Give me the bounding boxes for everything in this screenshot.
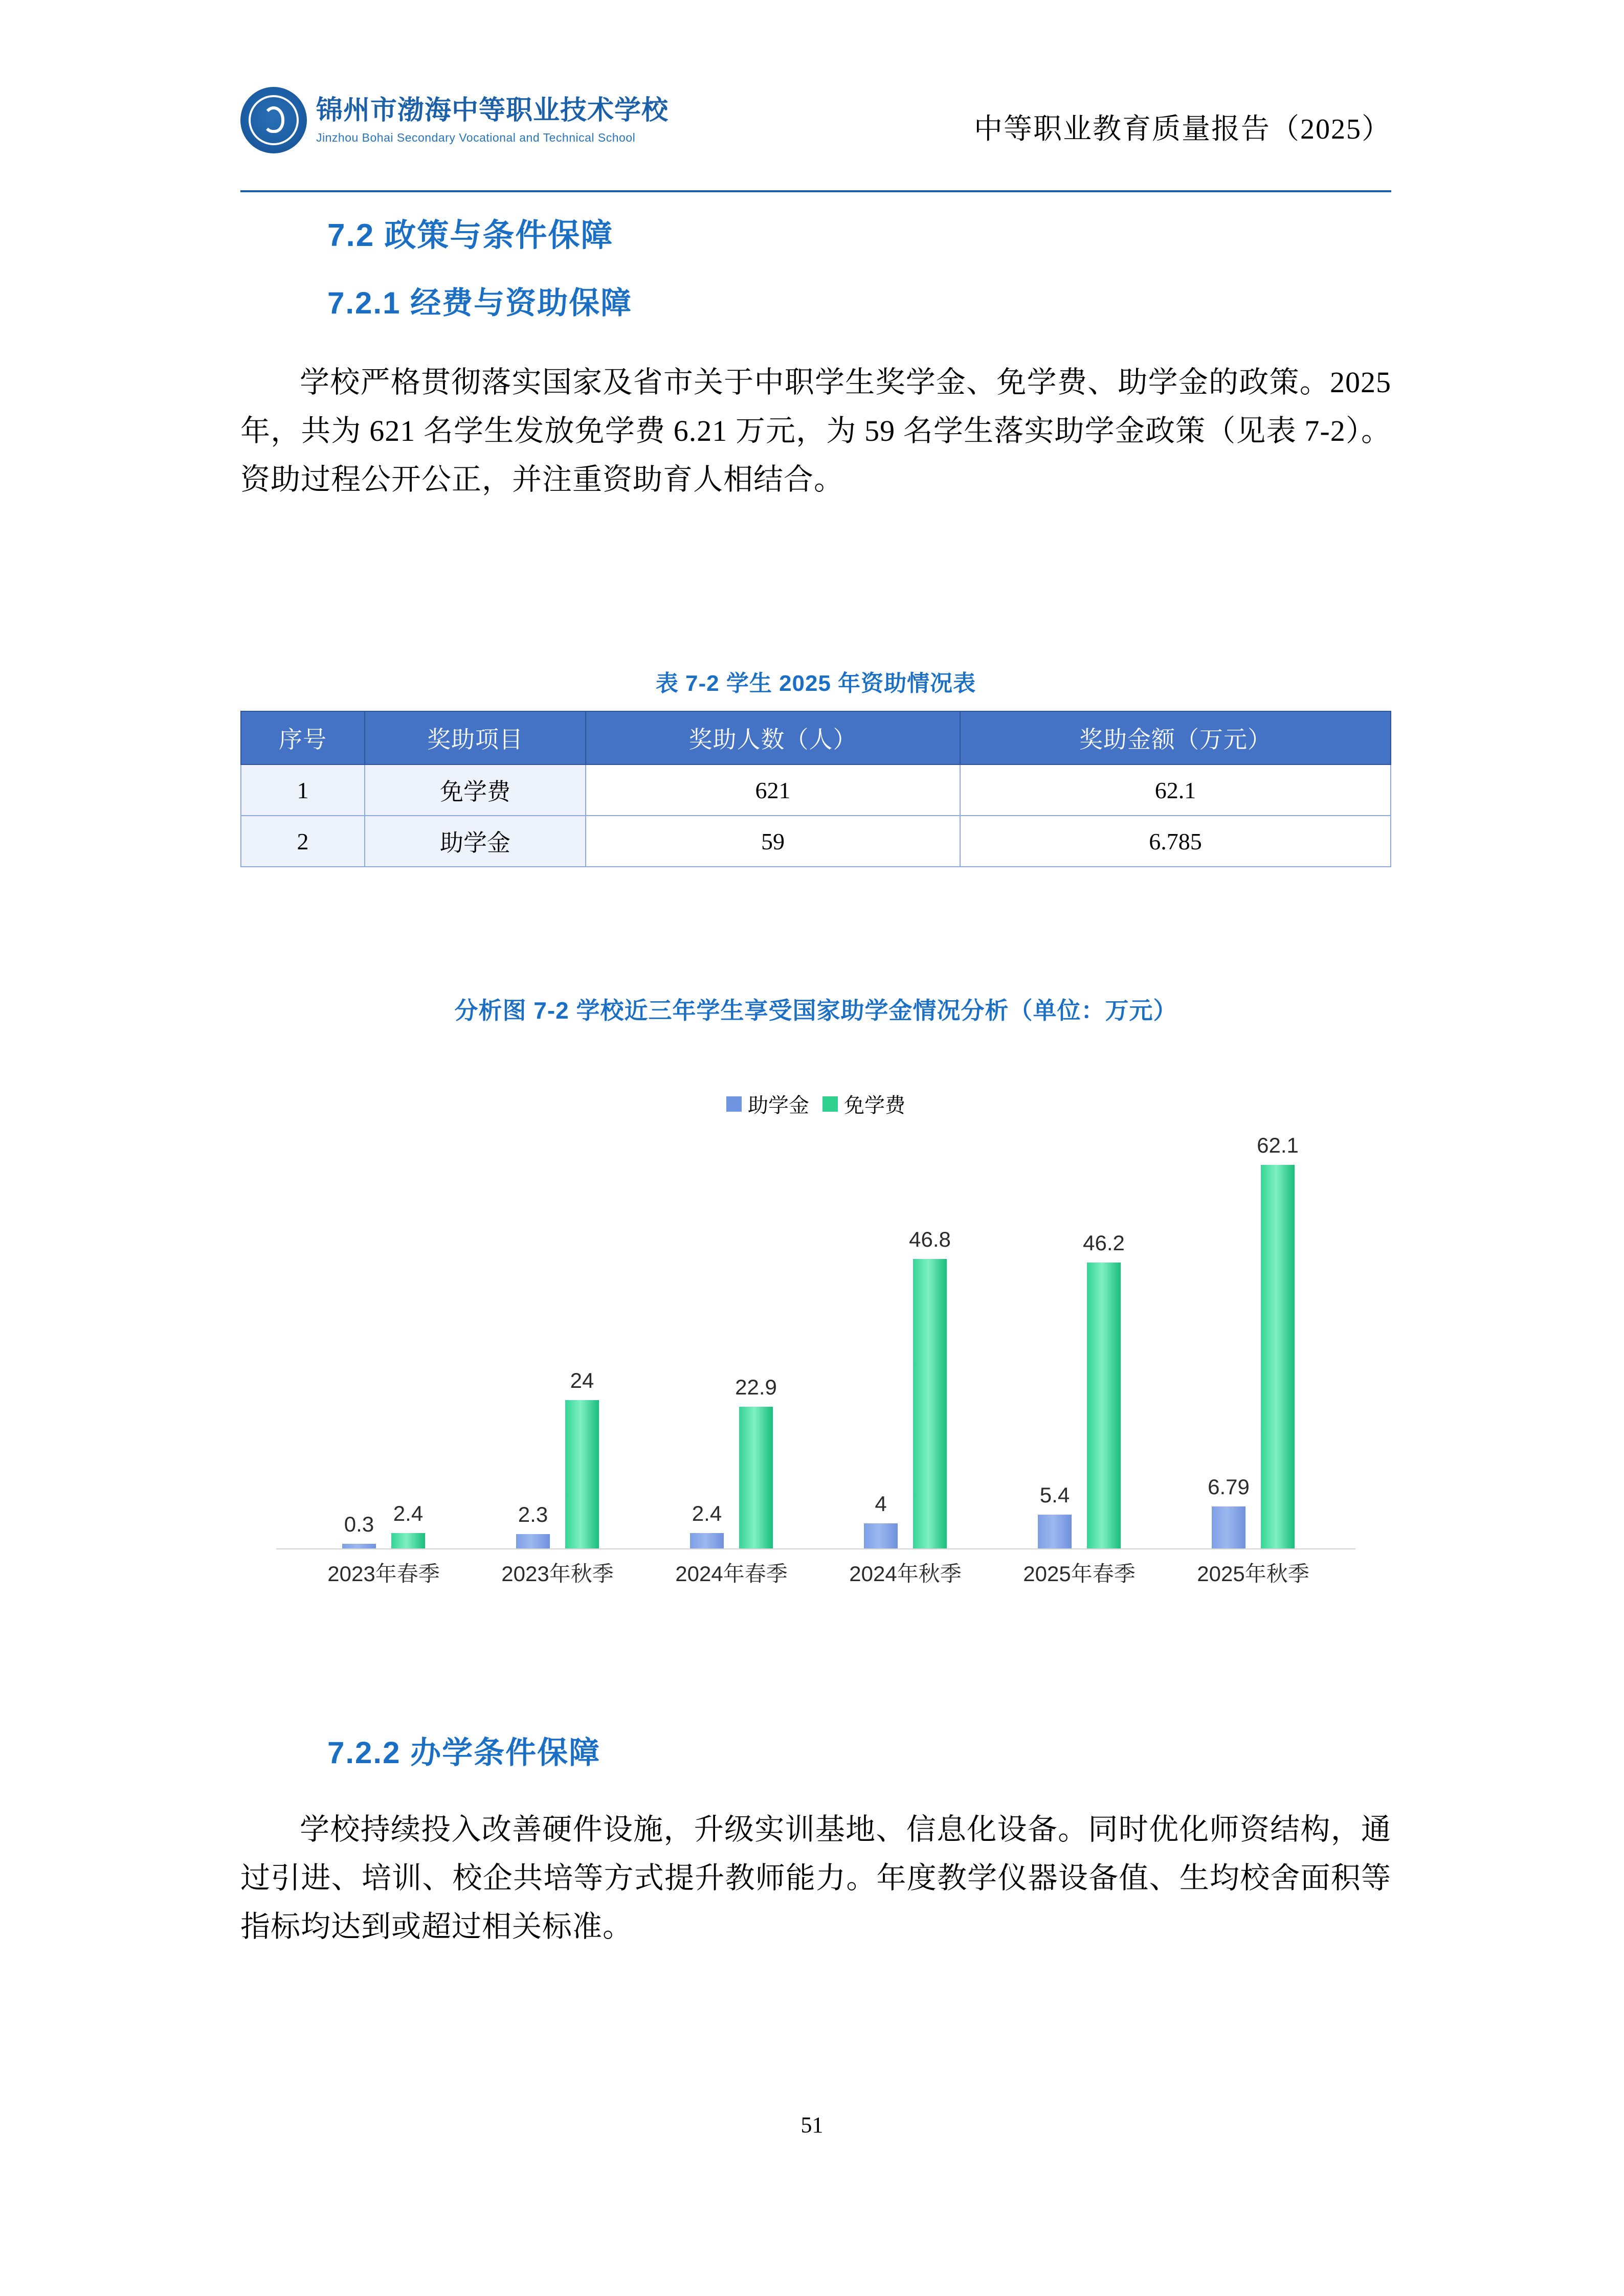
x-tick-label: 2024年春季 bbox=[675, 1562, 788, 1586]
cell-count: 621 bbox=[586, 764, 960, 816]
cell-amount: 62.1 bbox=[960, 764, 1391, 816]
table-caption: 表 7-2 学生 2025 年资助情况表 bbox=[655, 671, 976, 696]
bar-group bbox=[471, 1139, 644, 1548]
bar-value-label: 2.4 bbox=[393, 1501, 424, 1525]
header-divider bbox=[240, 190, 1391, 192]
bar-group bbox=[992, 1139, 1166, 1548]
bar-group bbox=[644, 1139, 818, 1548]
bar-tuition bbox=[735, 1375, 777, 1548]
cell-count: 59 bbox=[586, 816, 960, 867]
bar-chart bbox=[240, 1053, 1391, 1662]
bar-value-label: 22.9 bbox=[735, 1375, 777, 1399]
bar-value-label: 4 bbox=[875, 1492, 887, 1516]
school-logo bbox=[240, 87, 669, 153]
x-tick-label: 2025年春季 bbox=[1023, 1562, 1136, 1586]
page-number: 51 bbox=[800, 2112, 824, 2137]
x-tick-label: 2023年春季 bbox=[327, 1562, 440, 1586]
page-header bbox=[240, 87, 1391, 189]
table-col-index: 序号 bbox=[241, 711, 365, 764]
x-tick-label: 2025年秋季 bbox=[1197, 1562, 1309, 1586]
legend-label-grant: 助学金 bbox=[748, 1094, 809, 1117]
bar-tuition bbox=[391, 1501, 425, 1548]
table-header-row bbox=[241, 711, 1391, 764]
bar-tuition bbox=[565, 1368, 599, 1548]
cell-item: 助学金 bbox=[365, 816, 586, 867]
bar-grant bbox=[342, 1512, 376, 1548]
bar-tuition bbox=[1257, 1133, 1299, 1548]
cell-index: 2 bbox=[241, 816, 365, 867]
bar-group bbox=[1166, 1133, 1340, 1548]
cell-index: 1 bbox=[241, 764, 365, 816]
chart-legend bbox=[240, 1089, 1391, 1118]
table-col-item: 奖助项目 bbox=[365, 711, 586, 764]
bar-group bbox=[818, 1139, 992, 1548]
cell-item: 免学费 bbox=[365, 764, 586, 816]
school-name-en: Jinzhou Bohai Secondary Vocational and Technical School bbox=[316, 131, 636, 145]
legend-label-tuition: 免学费 bbox=[844, 1094, 905, 1117]
paragraph-funding: 学校严格贯彻落实国家及省市关于中职学生奖学金、免学费、助学金的政策。2025 年，共为 621 名学生发放免学费 6.21 万元，为 59 名学生落实助学金政策（见表 7-2）。资助过程公开公正，并注重资助育人相结合。 bbox=[240, 366, 1391, 496]
bar-tuition bbox=[1083, 1231, 1125, 1548]
x-tick-label: 2023年秋季 bbox=[501, 1562, 614, 1586]
bar-group bbox=[297, 1139, 471, 1548]
bar-value-label: 62.1 bbox=[1257, 1133, 1299, 1157]
bar-value-label: 6.79 bbox=[1208, 1475, 1250, 1499]
bar-grant bbox=[864, 1492, 898, 1548]
chart-plot-area bbox=[240, 1130, 1391, 1616]
chart-caption: 分析图 7-2 学校近三年学生享受国家助学金情况分析（单位：万元） bbox=[454, 997, 1177, 1024]
bar-grant bbox=[1208, 1475, 1250, 1548]
table-row bbox=[241, 816, 1391, 867]
table-row bbox=[241, 764, 1391, 816]
bar-value-label: 46.8 bbox=[909, 1227, 951, 1251]
x-tick-label: 2024年秋季 bbox=[849, 1562, 962, 1586]
report-title: 中等职业教育质量报告（2025） bbox=[974, 114, 1391, 145]
bar-value-label: 2.4 bbox=[692, 1501, 722, 1525]
bar-grant bbox=[516, 1502, 550, 1548]
table-col-count: 奖助人数（人） bbox=[586, 711, 960, 764]
bar-value-label: 2.3 bbox=[518, 1502, 548, 1526]
legend-swatch-icon bbox=[822, 1096, 838, 1112]
legend-item-tuition bbox=[822, 1089, 905, 1118]
school-emblem-icon bbox=[240, 87, 307, 153]
table-col-amount: 奖助金额（万元） bbox=[960, 711, 1391, 764]
bar-value-label: 24 bbox=[570, 1368, 594, 1392]
bar-value-label: 5.4 bbox=[1039, 1483, 1070, 1507]
cell-amount: 6.785 bbox=[960, 816, 1391, 867]
chart-x-axis bbox=[276, 1548, 1355, 1549]
bar-grant bbox=[1038, 1483, 1072, 1548]
bar-value-label: 0.3 bbox=[344, 1512, 374, 1536]
school-name-cn: 锦州市渤海中等职业技术学校 bbox=[316, 95, 669, 125]
section-heading-7-2-1: 7.2.1 经费与资助保障 bbox=[327, 286, 633, 320]
bar-tuition bbox=[909, 1227, 951, 1548]
bar-value-label: 46.2 bbox=[1083, 1231, 1125, 1255]
aid-table bbox=[240, 711, 1391, 867]
paragraph-conditions: 学校持续投入改善硬件设施，升级实训基地、信息化设备。同时优化师资结构，通过引进、培训、校企共培等方式提升教师能力。年度教学仪器设备值、生均校舍面积等指标均达到或超过相关标准。 bbox=[240, 1813, 1391, 1943]
section-heading-7-2: 7.2 政策与条件保障 bbox=[327, 218, 614, 253]
legend-swatch-icon bbox=[726, 1096, 742, 1112]
section-heading-7-2-2: 7.2.2 办学条件保障 bbox=[327, 1736, 601, 1770]
school-logo-text bbox=[316, 96, 669, 145]
bar-grant bbox=[690, 1501, 724, 1548]
legend-item-grant bbox=[726, 1089, 809, 1118]
